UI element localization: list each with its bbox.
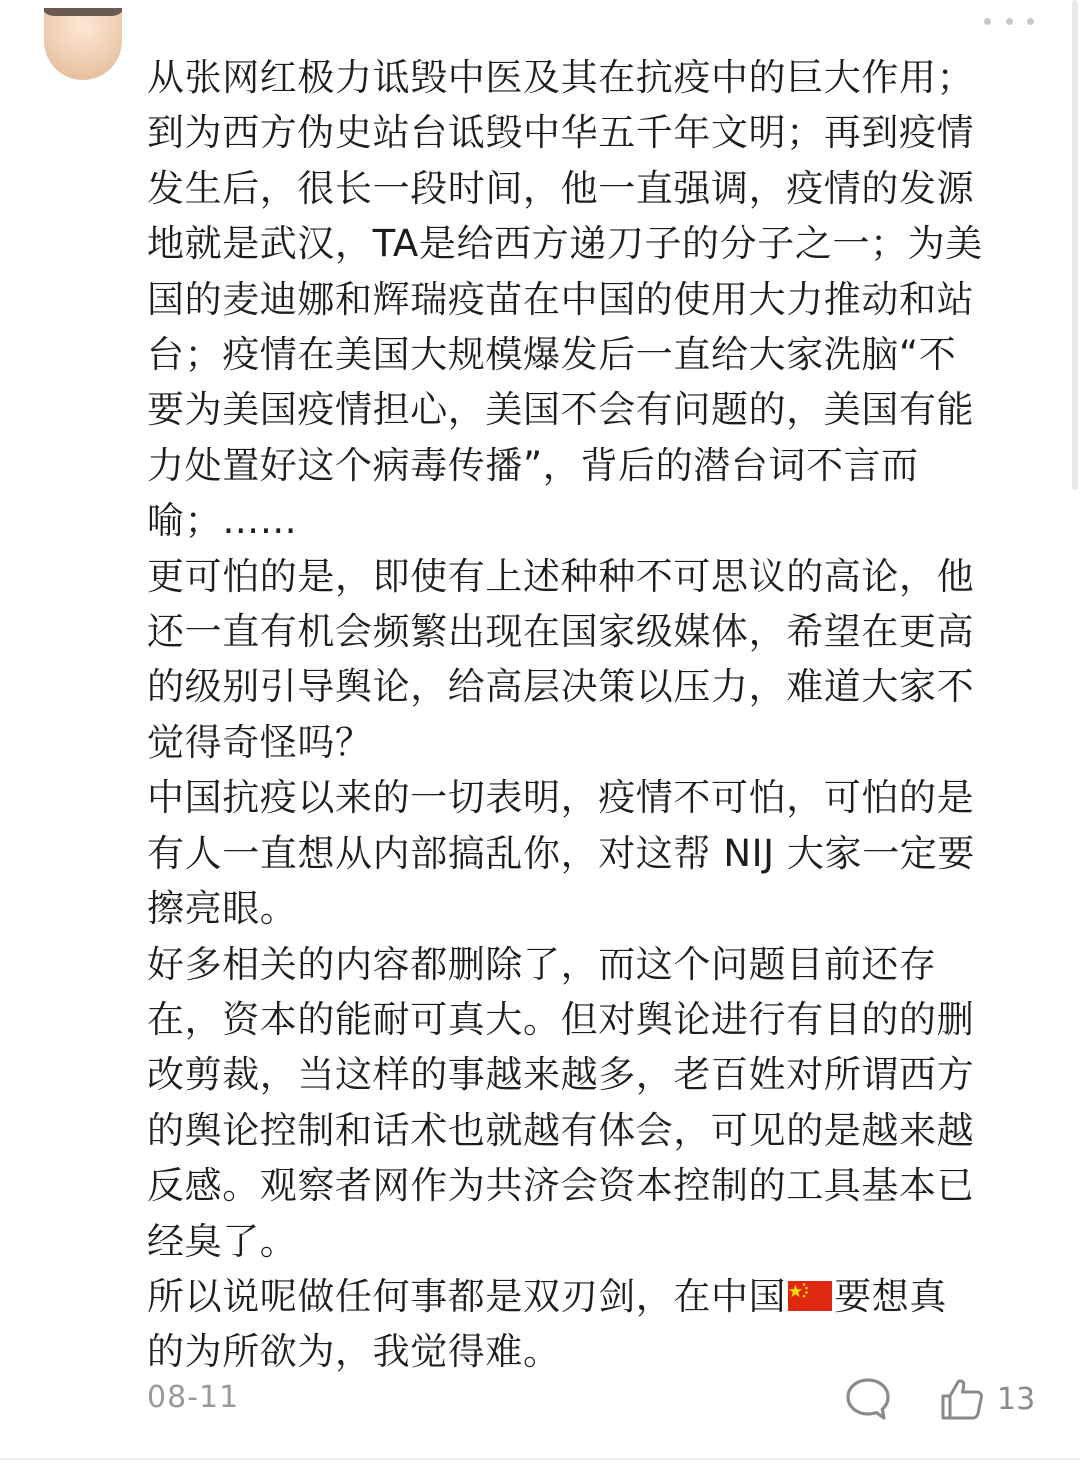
comment-text: 要想真 的为所欲为，我觉得难。 [147, 1274, 948, 1374]
comment-paragraph: 从张网红极力诋毁中医及其在抗疫中的巨大作用； 到为西方伪史站台诋毁中华五千年文明；再到疫情 发生后，很长一段时间，他一直强调，疫情的发源 地就是武汉，TA是给西方递刀子的分子之一；为美 国的麦迪娜和辉瑞疫苗在中国的使用大力推动和站 台；疫情在美国大规模爆发后一直给大家洗脑“不 要为美国疫情担心，美国不会有问题的，美国有能 力处置好这个病毒传播”，背后的潜台词不言而 喻；…… [147, 56, 983, 543]
comment-paragraph: 中国抗疫以来的一切表明，疫情不可怕，可怕的是 有人一直想从内部搞乱你，对这帮 NIJ 大家一定要 擦亮眼。 [147, 776, 976, 931]
comment-footer [147, 1376, 1042, 1422]
like-count: 13 [997, 1381, 1036, 1417]
comment-paragraph: 好多相关的内容都删除了，而这个问题目前还存 在，资本的能耐可真大。但对舆论进行有目的的删 改剪裁，当这样的事越来越多，老百姓对所谓西方 的舆论控制和话术也就越有体会，可见的是越来越 反感。观察者网作为共济会资本控制的工具基本已 经臭了。 [147, 942, 975, 1263]
comment-bubble-icon [844, 1376, 892, 1422]
comment-text: 所以说呢做任何事都是双刃剑，在中国 [147, 1274, 787, 1318]
reply-button[interactable] [844, 1376, 892, 1422]
more-options-button[interactable] [984, 14, 1034, 28]
comment-paragraph: 更可怕的是，即使有上述种种不可思议的高论，他 还一直有机会频繁出现在国家级媒体，希望在更高 的级别引导舆论，给高层决策以压力，难道大家不 觉得奇怪吗？ [147, 554, 975, 764]
avatar[interactable] [44, 8, 122, 80]
comment-body [147, 50, 1042, 1380]
comment-date: 08-11 [147, 1380, 240, 1415]
scrollbar[interactable] [1072, 0, 1078, 490]
comment-paragraph-last [147, 1269, 1042, 1380]
more-dots-icon [1027, 18, 1034, 25]
more-dots-icon [1006, 18, 1013, 25]
like-button[interactable] [939, 1376, 1035, 1422]
thumbs-up-icon [939, 1377, 985, 1421]
more-dots-icon [984, 18, 991, 25]
china-flag-icon [788, 1281, 832, 1311]
avatar-hair [44, 8, 122, 16]
divider [0, 1458, 1080, 1460]
